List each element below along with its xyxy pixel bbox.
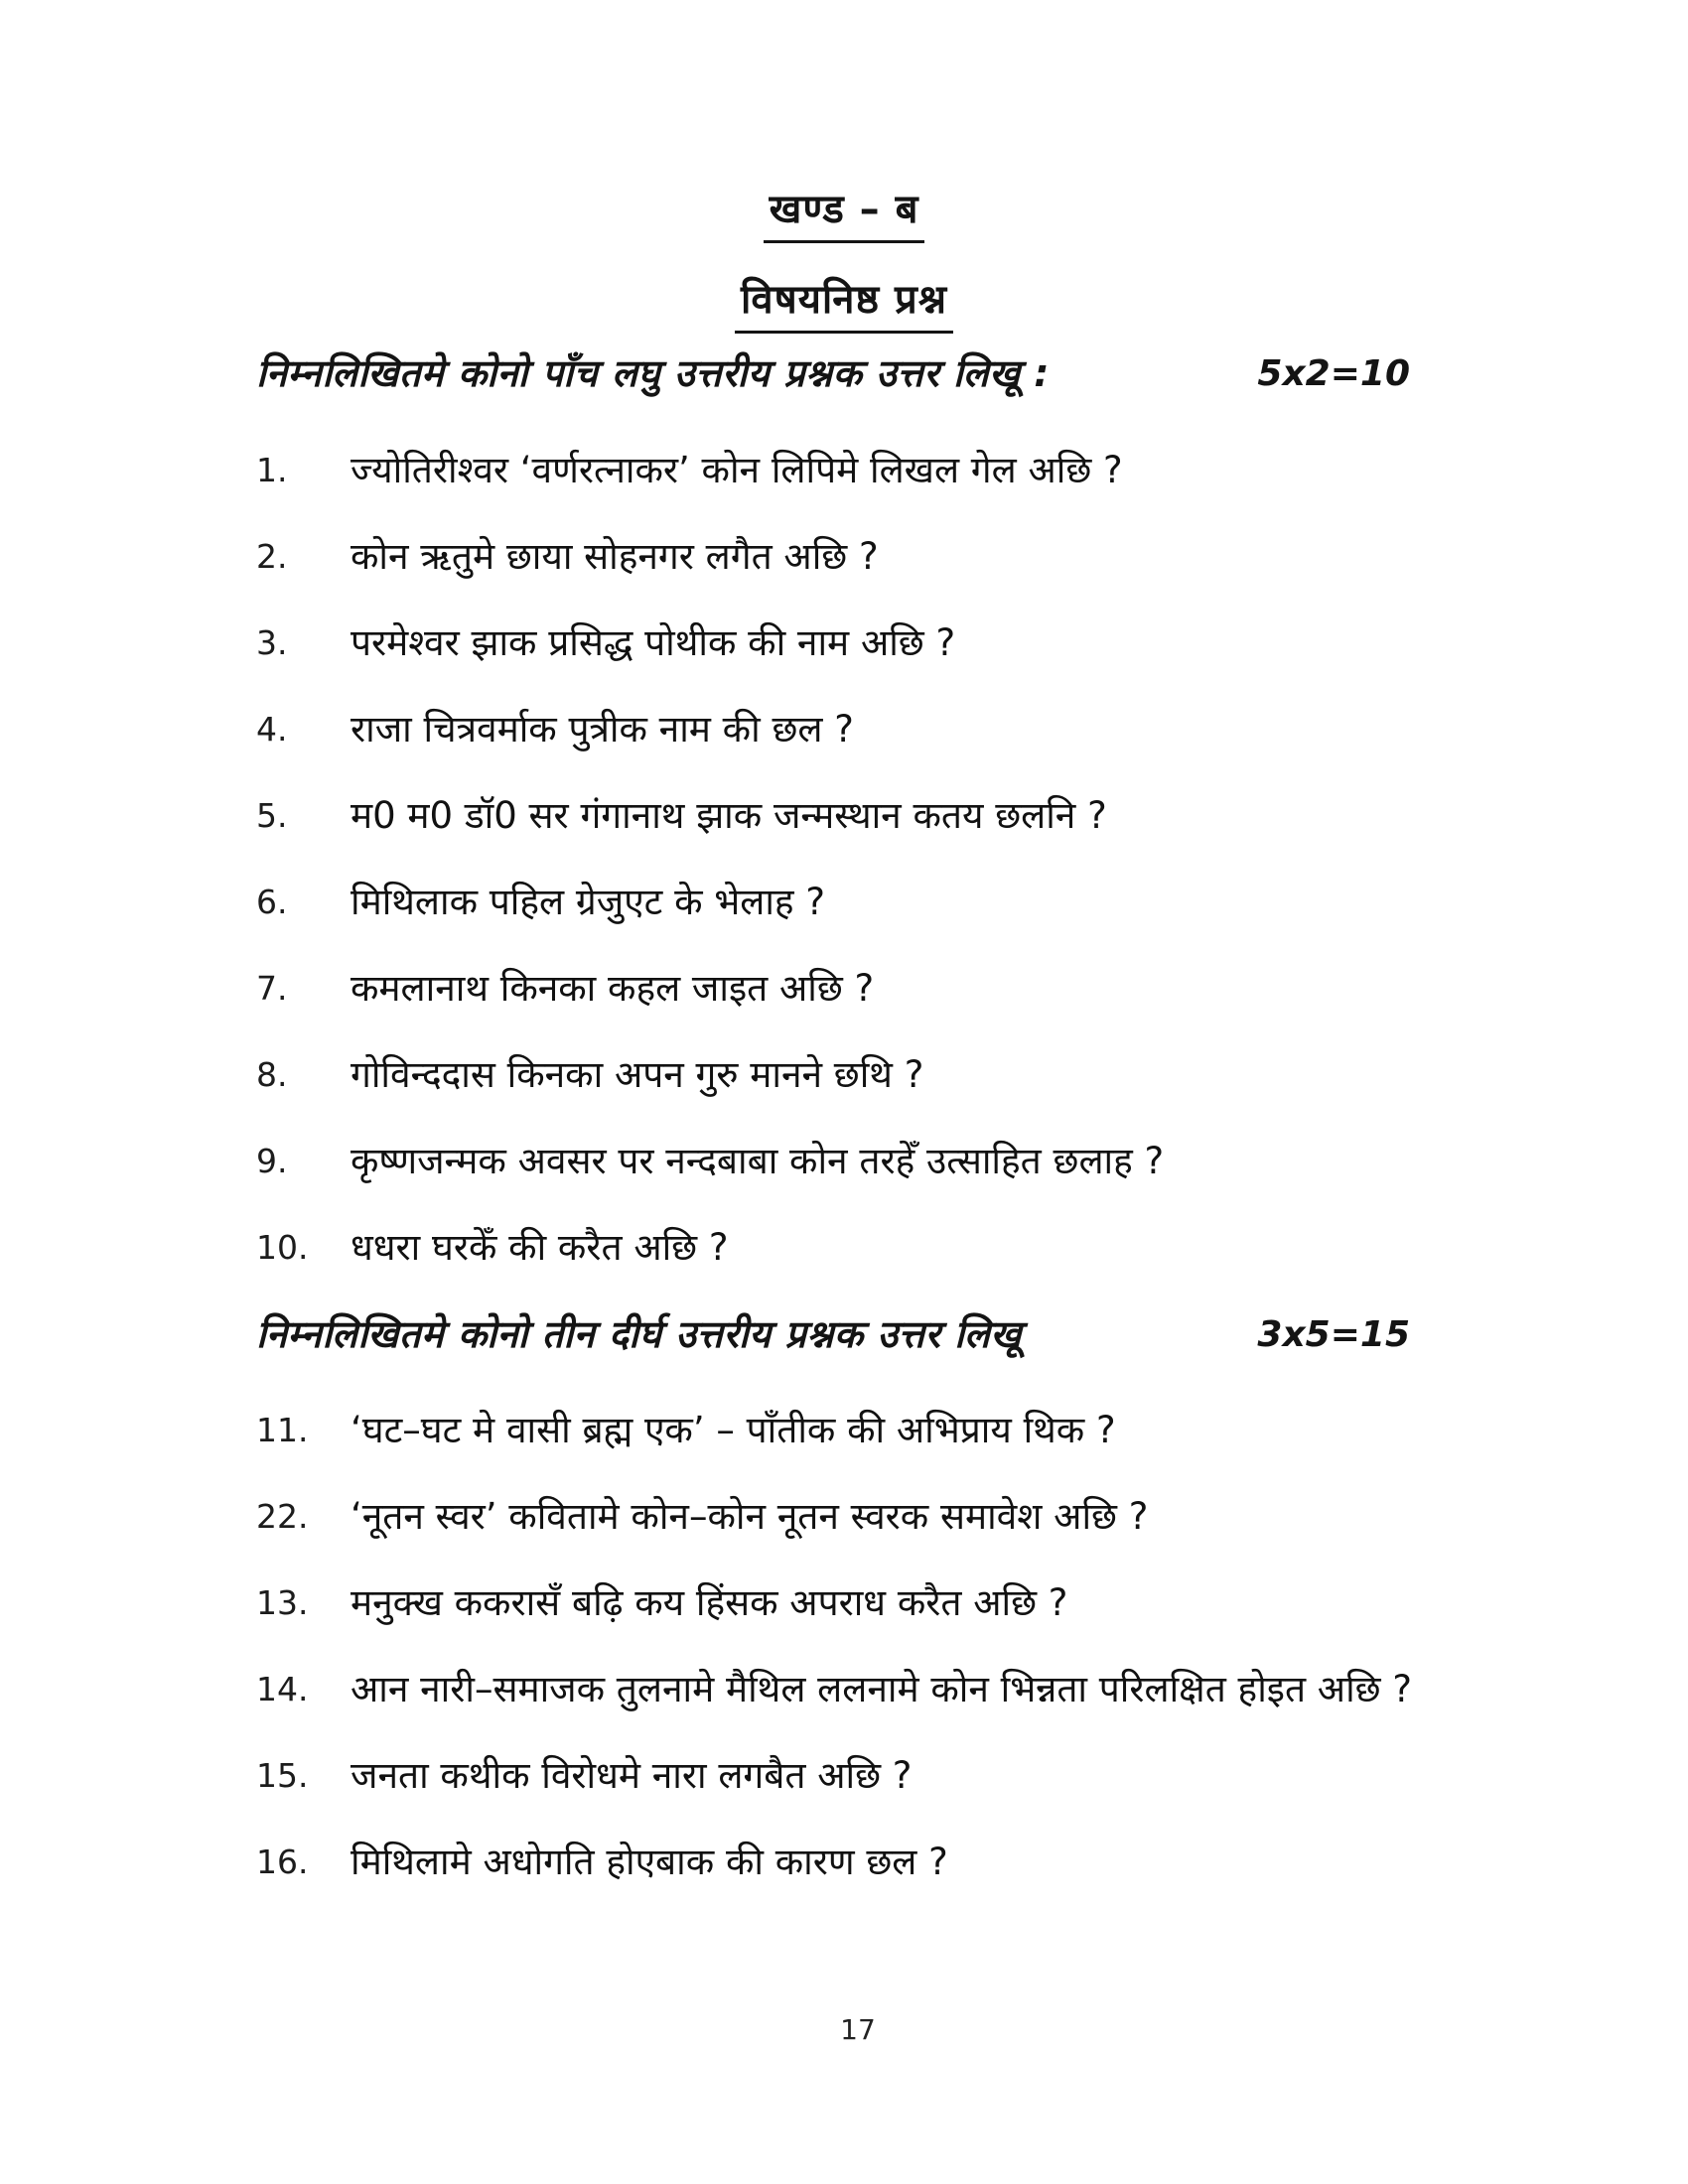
long-answer-instruction: निम्नलिखितमे कोनो तीन दीर्घ उत्तरीय प्रश्नक उत्तर लिखू [256, 1311, 1022, 1356]
subject-heading-row [0, 277, 1688, 334]
question-row [256, 708, 1539, 752]
subject-heading: विषयनिष्ठ प्रश्न [735, 277, 953, 334]
section-heading-row [0, 187, 1688, 243]
question-number: 3. [256, 622, 288, 662]
question-text: कमलानाथ किनका कहल जाइत अछि ? [351, 966, 875, 1010]
question-text: म0 म0 डॉ0 सर गंगानाथ झाक जन्मस्थान कतय छलनि ? [351, 793, 1107, 837]
question-row [256, 1226, 1539, 1271]
question-number: 5. [256, 795, 288, 835]
page-number: 17 [840, 2013, 876, 2046]
short-answer-instruction: निम्नलिखितमे कोनो पाँच लघु उत्तरीय प्रश्नक उत्तर लिखू : [256, 351, 1051, 395]
question-number: 9. [256, 1141, 288, 1180]
question-number: 15. [256, 1756, 309, 1796]
question-text: गोविन्ददास किनका अपन गुरु मानने छथि ? [351, 1052, 924, 1096]
question-row [256, 881, 1539, 925]
question-row [256, 1668, 1539, 1712]
question-row [256, 1754, 1539, 1799]
question-row [256, 621, 1539, 666]
question-row [256, 1140, 1539, 1184]
question-text: राजा चित्रवर्माक पुत्रीक नाम की छल ? [351, 707, 854, 751]
question-number: 8. [256, 1054, 288, 1094]
question-text: ज्योतिरीश्वर ‘वर्णरत्नाकर’ कोन लिपिमे लिखल गेल अछि ? [351, 448, 1123, 491]
question-number: 14. [256, 1670, 309, 1709]
question-number: 11. [256, 1411, 309, 1450]
long-answer-instruction-row [256, 1312, 1688, 1358]
question-row [256, 449, 1539, 493]
question-number: 22. [256, 1497, 309, 1537]
question-number: 4. [256, 709, 288, 749]
section-heading: खण्ड – ब [764, 187, 925, 243]
short-answer-marks: 5x2=10 [1257, 353, 1410, 394]
question-number: 6. [256, 882, 288, 921]
long-answer-marks: 3x5=15 [1257, 1313, 1410, 1355]
question-row [256, 1053, 1539, 1098]
short-answer-instruction-row [256, 351, 1688, 397]
question-row [256, 535, 1539, 580]
question-text: ‘घट–घट मे वासी ब्रह्म एक’ – पाँतीक की अभिप्राय थिक ? [351, 1409, 1116, 1452]
question-row [256, 1581, 1539, 1626]
question-text: आन नारी–समाजक तुलनामे मैथिल ललनामे कोन भिन्नता परिलक्षित होइत अछि ? [351, 1668, 1412, 1711]
question-number: 1. [256, 450, 288, 489]
question-number: 13. [256, 1583, 309, 1623]
question-text: कोन ऋतुमे छाया सोहनगर लगैत अछि ? [351, 534, 879, 578]
question-text: परमेश्वर झाक प्रसिद्ध पोथीक की नाम अछि ? [351, 620, 956, 664]
short-answer-question-list [256, 449, 1688, 1271]
question-text: ‘नूतन स्वर’ कवितामे कोन–कोन नूतन स्वरक समावेश अछि ? [351, 1495, 1149, 1539]
question-number: 16. [256, 1843, 309, 1882]
question-row [256, 1495, 1539, 1540]
question-text: कृष्णजन्मक अवसर पर नन्दबाबा कोन तरहेँ उत्साहित छलाह ? [351, 1139, 1165, 1182]
question-row [256, 967, 1539, 1012]
question-row [256, 794, 1539, 839]
question-number: 7. [256, 968, 288, 1008]
question-text: जनता कथीक विरोधमे नारा लगबैत अछि ? [351, 1754, 913, 1798]
question-text: मिथिलामे अधोगति होएबाक की कारण छल ? [351, 1841, 948, 1884]
question-text: मिथिलाक पहिल ग्रेजुएट के भेलाह ? [351, 880, 825, 923]
question-paper-body [0, 351, 1688, 1885]
question-number: 10. [256, 1227, 309, 1267]
question-row [256, 1409, 1539, 1453]
question-text: मनुक्ख ककरासँ बढ़ि कय हिंसक अपराध करैत अछि ? [351, 1581, 1068, 1625]
question-row [256, 1841, 1539, 1885]
question-text: धधरा घरकेँ की करैत अछि ? [351, 1225, 729, 1269]
question-number: 2. [256, 536, 288, 576]
long-answer-question-list [256, 1409, 1688, 1885]
